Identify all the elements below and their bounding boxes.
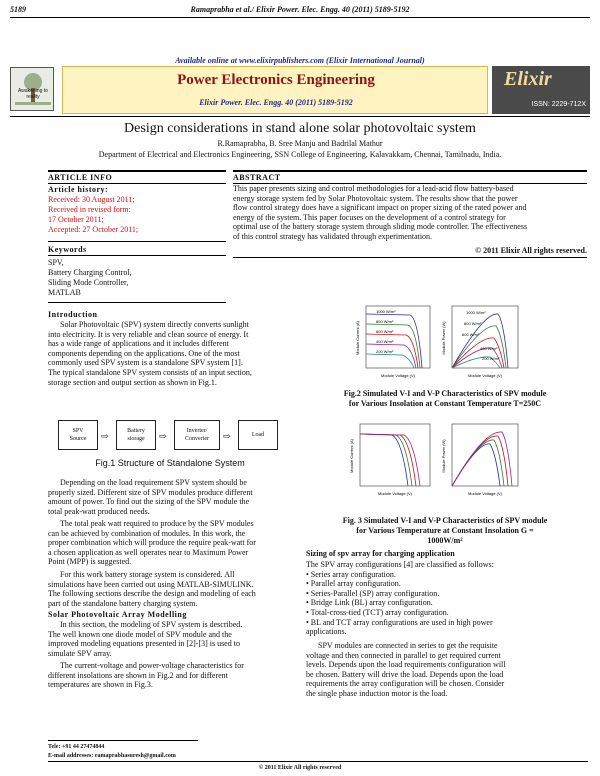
available-prefix: Available online at — [175, 56, 239, 65]
arrow-icon: ⇨ — [101, 431, 109, 441]
fig2-vp-plot — [438, 302, 522, 382]
intro-paragraph-1 — [48, 320, 294, 387]
article-info-heading: ARTICLE INFO — [48, 173, 113, 182]
text-line: The total peak watt required to produce by the SPV modules — [60, 519, 254, 528]
caption-line: Fig.2 Simulated V-I and V-P Characteristics of SPV module — [343, 389, 547, 398]
text-line: requirements the array configuration will be chosen. Consider — [306, 679, 505, 689]
abstract-rule — [233, 170, 587, 172]
text-line: SPV modules are connected in series to get the requisite — [318, 641, 498, 650]
footnote-rule — [48, 740, 198, 741]
block-label: Load — [251, 432, 265, 438]
abstract-line: optimal use of the battery storage system through sliding mode controller. The effectiveness — [233, 222, 528, 232]
paper-title: Design considerations in stand alone solar photovoltaic system — [124, 121, 476, 136]
keyword-item: Battery Charging Control, — [48, 268, 132, 277]
text-line: Depending on the load requirement SPV system should be — [60, 478, 247, 487]
vp-legend-label: 200 W/m² — [482, 356, 500, 361]
vi-legend-label: 200 W/m² — [376, 349, 394, 354]
text-line: The well known one diode model of SPV module and the — [48, 629, 232, 639]
x-axis-label: Module Voltage (V) — [380, 373, 416, 378]
caption-line: for Various Insolation at Constant Temperature T=250C — [348, 399, 542, 408]
abstract-line: This paper presents sizing and control methodologies for a lead-acid flow battery-based — [233, 184, 514, 193]
abstract-heading: ABSTRACT — [233, 173, 281, 182]
keyword-item: MATLAB — [48, 288, 81, 297]
x-axis-label: Module Voltage (V) — [467, 491, 503, 496]
article-history-heading: Article history: — [48, 185, 109, 194]
text-line: applications. — [306, 627, 347, 637]
text-line: proper combination which will produce the require peak-watt for — [48, 538, 256, 548]
fig3-vi-plot — [346, 420, 434, 500]
text-line: properly sized. Different size of SPV modules produce different — [48, 487, 253, 497]
bullet-item: • Total-cross-tied (TCT) array configuration. — [306, 607, 449, 617]
journal-banner — [62, 66, 488, 114]
text-line: In this section, the modeling of SPV system is described. — [60, 620, 243, 629]
fig2-vi-plot — [352, 302, 434, 382]
fig1-block-diagram — [56, 412, 284, 474]
vi-legend-label: 800 W/m² — [376, 319, 394, 324]
journal-citation: Elixir Power. Elec. Engg. 40 (2011) 5189-5192 — [199, 98, 353, 107]
article-info-subrule — [48, 183, 226, 184]
block-load — [238, 420, 278, 450]
publisher-logo — [10, 67, 54, 111]
bullet-item: • Series-Parallel (SP) array configuration. — [306, 588, 440, 598]
text-line: amount of power. To find out the sizing of the SPV module the — [48, 497, 250, 507]
revised-date: 17 October 2011; — [48, 215, 104, 224]
y-axis-label: Module Power (W) — [441, 321, 446, 355]
vi-legend-label: 1000 W/m² — [376, 309, 396, 314]
block-label: SPV — [72, 428, 84, 434]
intro-paragraph-4 — [48, 570, 294, 608]
elixir-logo-text: Elixir — [504, 68, 552, 90]
revised-date-label: Received in revised form: — [48, 205, 131, 214]
y-axis-label: Module Current (A) — [349, 438, 354, 474]
text-line: The SPV array configurations [4] are classified as follows: — [306, 560, 494, 569]
text-line: Solar Photovoltaic (SPV) system directly converts sunlight — [60, 320, 249, 329]
page-number: 5189 — [10, 5, 26, 14]
abstract-bottom-rule — [233, 257, 587, 258]
accepted-date: Accepted: 27 October 2011; — [48, 225, 139, 234]
text-line: simulate SPV array. — [48, 648, 112, 658]
keyword-item: Sliding Mode Controller, — [48, 278, 129, 287]
fig2-caption — [300, 389, 590, 409]
abstract-line: flow control strategy does have a significant impact on proper sizing of the rated power and — [233, 203, 527, 213]
header-rule — [10, 17, 590, 18]
vi-legend-label: 400 W/m² — [376, 339, 394, 344]
bullet-item: • Bridge Link (BL) array configuration. — [306, 598, 433, 608]
plot-frame — [360, 424, 430, 486]
publisher-logo-text: Awakening to reality — [18, 88, 48, 100]
caption-line: Fig. 3 Simulated V-I and V-P Characteristics of SPV module — [342, 516, 548, 525]
text-line: total peak-watt produced needs. — [48, 506, 150, 516]
elixir-logo — [492, 66, 590, 114]
bullet-item: • Parallel array configuration. — [306, 579, 401, 589]
text-line: voltage and then connected in parallel to get required current — [306, 650, 501, 660]
abstract-line: energy of the system. This paper focuses on the development of a control strategy for — [233, 212, 506, 222]
text-line: commonly used SPV system is a standalone SPV system [1]. — [48, 358, 243, 368]
text-line: improved modeling equations presented in [2]-[3] is used to — [48, 639, 240, 649]
vp-legend-label: 800 W/m² — [464, 321, 482, 326]
text-line: different insolations are shown in Fig.2 and for different — [48, 670, 228, 680]
block-label: Converter — [185, 436, 209, 442]
footnote-telephone: Tele: +91 44 27474844 — [48, 744, 105, 750]
block-label: Source — [69, 436, 87, 442]
footer-rule — [48, 761, 588, 762]
issn: ISSN: 2229-712X — [531, 101, 586, 108]
text-line: can be achieved by combination of modules. In this work, the — [48, 528, 246, 538]
plot-frame — [366, 306, 430, 368]
block-spv-source — [58, 420, 98, 450]
text-line: into electricity. It is very reliable and clean source of energy. It — [48, 329, 249, 339]
bullet-item: • BL and TCT array configurations are used in high power — [306, 617, 493, 627]
text-line: the single phase induction motor is the load. — [306, 688, 448, 698]
info-bottom-rule — [48, 302, 226, 303]
abstract-copyright: © 2011 Elixir All rights reserved. — [475, 246, 587, 255]
text-line: The following sections describe the design and modeling of each — [48, 589, 256, 599]
intro-heading: Introduction — [48, 310, 98, 319]
text-line: storage section and output section as shown in Fig.1. — [48, 377, 217, 387]
arrow-icon: ⇨ — [223, 431, 231, 441]
text-line: levels. Depends upon the load requirements configuration will — [306, 660, 506, 670]
text-line: The typical standalone SPV system consists of an input section, — [48, 367, 252, 377]
sizing-heading: Sizing of spv array for charging application — [306, 549, 455, 558]
arrow-icon: ⇨ — [159, 431, 167, 441]
abstract-body — [233, 184, 587, 242]
text-line: The current-voltage and power-voltage characteristics for — [60, 661, 244, 670]
footnote-email: E-mail addresses: ramaprabhasuresh@gmail.com — [48, 753, 176, 759]
sizing-body — [306, 560, 588, 637]
block-label: Battery — [127, 428, 145, 434]
received-date: Received: 30 August 2011; — [48, 195, 135, 204]
intro-paragraph-3 — [48, 519, 294, 567]
modelling-heading: Solar Photovoltaic Array Modelling — [48, 610, 187, 619]
abstract-line: energy storage system fed by Solar Photovoltaic system. The results show that the power — [233, 193, 518, 203]
paper-authors: R.Ramaprabha, B. Sree Manju and Badrilal Mathur — [217, 139, 383, 148]
block-label: Inverter/ — [186, 428, 208, 434]
y-axis-label: Module Current (A) — [355, 320, 360, 356]
journal-name: Power Electronics Engineering — [177, 72, 375, 88]
text-line: a chosen application as well operates near to Maximum Power — [48, 547, 249, 557]
block-label: storage — [127, 436, 145, 442]
running-header-citation: Ramaprabha et al./ Elixir Power. Elec. Engg. 40 (2011) 5189-5192 — [190, 5, 410, 14]
block-inverter-converter — [174, 420, 220, 450]
banner-rule — [10, 116, 590, 117]
block-battery-storage — [116, 420, 156, 450]
paper-affiliation: Department of Electrical and Electronics Engineering, SSN College of Engineering, Kalavakkam, Chennai, Tamilnadu, India. — [98, 150, 502, 159]
caption-line: for Various Temperature at Constant Insolation G = — [356, 526, 534, 535]
vi-legend-label: 600 W/m² — [376, 329, 394, 334]
text-line: simulations have been carried out using MATLAB-SIMULINK. — [48, 579, 254, 589]
modelling-paragraph-2 — [48, 661, 294, 690]
fig3-caption — [300, 516, 590, 546]
bullet-item: • Series array configuration. — [306, 569, 396, 579]
intro-paragraph-2 — [48, 478, 294, 516]
text-line: temperatures are shown in Fig.3. — [48, 680, 153, 690]
text-line: For this work battery storage system is considered. All — [60, 570, 235, 579]
available-online-line — [0, 56, 600, 65]
x-axis-label: Module Voltage (V) — [377, 491, 413, 496]
text-line: Point (MPP) is suggested. — [48, 557, 132, 567]
publisher-link[interactable]: www.elixirpublishers.com (Elixir International Journal) — [238, 56, 425, 65]
vp-legend-label: 600 W/m² — [462, 332, 480, 337]
y-axis-label: Module Power (W) — [441, 439, 446, 473]
article-info-rule — [48, 170, 226, 172]
keywords-heading: Keywords — [48, 245, 87, 254]
fig3-vp-plot — [438, 420, 522, 500]
text-line: components depending on the applications. One of the most — [48, 348, 240, 358]
fig1-caption: Fig.1 Structure of Standalone System — [95, 458, 245, 468]
sizing-paragraph-2 — [306, 641, 588, 699]
text-line: part of the standalone battery charging system. — [48, 598, 198, 608]
vp-legend-label: 1000 W/m² — [466, 310, 486, 315]
keyword-item: SPV, — [48, 258, 64, 267]
abstract-line: of this control strategy has validated through experimentation. — [233, 231, 433, 241]
keywords-subrule — [48, 255, 226, 256]
text-line: has a wide range of applications and it includes different — [48, 339, 229, 349]
keywords-rule — [48, 241, 226, 242]
modelling-paragraph-1 — [48, 620, 294, 658]
x-axis-label: Module Voltage (V) — [467, 373, 503, 378]
caption-line: 1000W/m² — [427, 536, 463, 545]
footer-copyright: © 2011 Elixir All rights reserved — [258, 765, 342, 771]
text-line: be chosen. Battery will drive the load. Depends upon the load — [306, 669, 504, 679]
vp-legend-label: 400 W/m² — [480, 346, 498, 351]
